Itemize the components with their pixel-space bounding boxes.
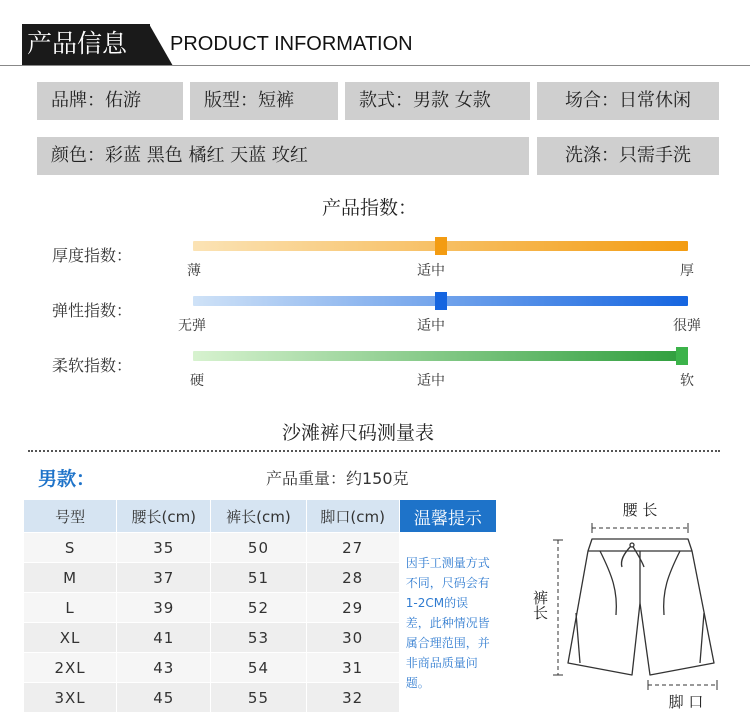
table-header-waist: 腰长(cm) bbox=[117, 500, 211, 533]
table-cell: 35 bbox=[117, 533, 211, 563]
table-cell: 43 bbox=[117, 653, 211, 683]
table-cell: 32 bbox=[306, 683, 399, 713]
index-label-softness: 柔软指数： bbox=[52, 356, 133, 375]
info-washing: 洗涤：只需手洗 bbox=[537, 137, 719, 175]
table-cell: 27 bbox=[306, 533, 399, 563]
index-marker-elasticity bbox=[435, 292, 447, 310]
info-gender: 款式：男款 女款 bbox=[345, 82, 530, 120]
index-label-elasticity: 弹性指数： bbox=[52, 301, 133, 320]
table-cell: L bbox=[24, 593, 117, 623]
table-header-hem: 脚口(cm) bbox=[306, 500, 399, 533]
table-cell: 29 bbox=[306, 593, 399, 623]
index-marker-softness bbox=[676, 347, 688, 365]
shorts-outline bbox=[568, 539, 714, 675]
table-cell: 30 bbox=[306, 623, 399, 653]
table-cell: 45 bbox=[117, 683, 211, 713]
table-cell: 53 bbox=[211, 623, 306, 653]
table-header-length: 裤长(cm) bbox=[211, 500, 306, 533]
table-cell: 55 bbox=[211, 683, 306, 713]
table-cell: 51 bbox=[211, 563, 306, 593]
header-title-en: PRODUCT INFORMATION bbox=[170, 33, 413, 55]
index-tick-medium: 适中 bbox=[417, 318, 445, 334]
table-cell: 2XL bbox=[24, 653, 117, 683]
table-cell: 54 bbox=[211, 653, 306, 683]
table-header-row bbox=[24, 500, 497, 533]
shorts-diagram bbox=[520, 495, 745, 720]
table-cell: 52 bbox=[211, 593, 306, 623]
index-tick-thin: 薄 bbox=[187, 263, 201, 279]
table-cell: 50 bbox=[211, 533, 306, 563]
size-section-divider bbox=[28, 450, 720, 452]
length-dimension-line bbox=[553, 540, 563, 675]
table-cell: 31 bbox=[306, 653, 399, 683]
info-colors: 颜色：彩蓝 黑色 橘红 天蓝 玫红 bbox=[37, 137, 529, 175]
size-table bbox=[23, 499, 497, 713]
product-weight: 产品重量：约150克 bbox=[266, 469, 409, 488]
index-tick-very-stretch: 很弹 bbox=[673, 318, 701, 334]
waist-dimension-line bbox=[592, 523, 688, 533]
table-cell: 3XL bbox=[24, 683, 117, 713]
hem-label: 脚 口 bbox=[668, 693, 704, 711]
table-cell: M bbox=[24, 563, 117, 593]
index-bar-softness bbox=[193, 351, 688, 361]
index-tick-no-stretch: 无弹 bbox=[178, 318, 206, 334]
hem-dimension-line bbox=[648, 680, 717, 690]
table-cell: S bbox=[24, 533, 117, 563]
waist-label: 腰 长 bbox=[622, 501, 658, 519]
tip-title: 温馨提示 bbox=[399, 500, 496, 533]
size-section-title: 沙滩裤尺码测量表 bbox=[282, 422, 435, 444]
header-underline bbox=[0, 65, 750, 66]
table-header-size: 号型 bbox=[24, 500, 117, 533]
index-tick-medium: 适中 bbox=[417, 263, 445, 279]
table-cell: 28 bbox=[306, 563, 399, 593]
info-occasion: 场合：日常休闲 bbox=[537, 82, 719, 120]
header-title-cn: 产品信息 bbox=[27, 29, 128, 58]
index-label-thickness: 厚度指数： bbox=[52, 246, 133, 265]
table-cell: 37 bbox=[117, 563, 211, 593]
index-tick-soft: 软 bbox=[680, 373, 694, 389]
table-cell: XL bbox=[24, 623, 117, 653]
index-tick-hard: 硬 bbox=[190, 373, 204, 389]
index-tick-thick: 厚 bbox=[680, 263, 694, 279]
index-marker-thickness bbox=[435, 237, 447, 255]
index-tick-medium: 适中 bbox=[417, 373, 445, 389]
table-row bbox=[24, 533, 497, 563]
info-brand: 品牌：佑游 bbox=[37, 82, 183, 120]
gender-label: 男款： bbox=[38, 468, 96, 490]
length-label: 裤长 bbox=[531, 590, 549, 620]
table-cell: 41 bbox=[117, 623, 211, 653]
info-style: 版型：短裤 bbox=[190, 82, 338, 120]
index-section-title: 产品指数： bbox=[322, 197, 418, 219]
table-cell: 39 bbox=[117, 593, 211, 623]
tip-text: 因手工测量方式不同，尺码会有1-2CM的误差，此种情况皆属合理范围，并非商品质量问题。 bbox=[399, 533, 496, 713]
